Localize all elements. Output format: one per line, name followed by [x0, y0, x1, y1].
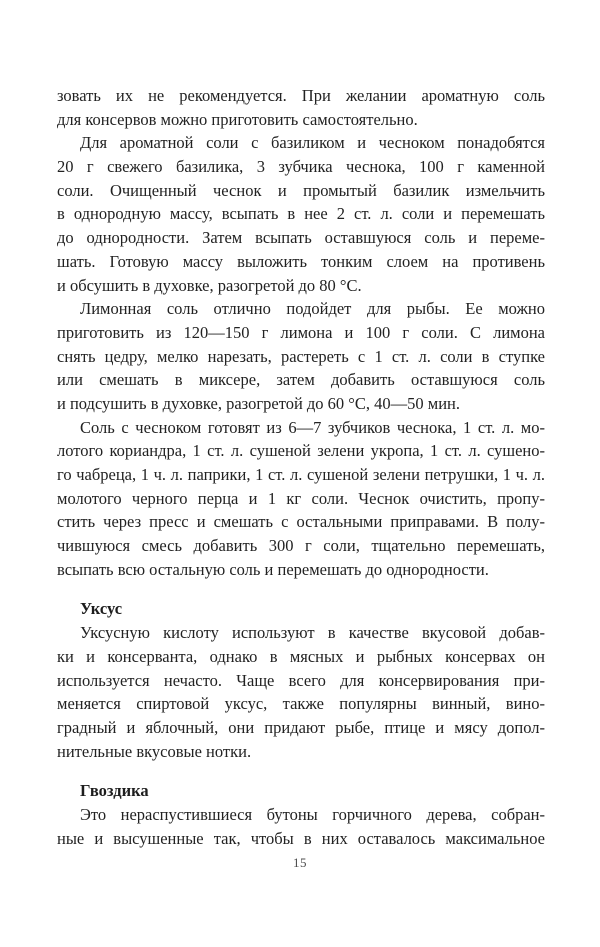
- text-line: зовать их не рекомендуется. При желании ароматную соль: [57, 86, 545, 105]
- text-line: градный и яблочный, они придают рыбе, птице и мясу допол-: [57, 717, 545, 737]
- text-line: используется нечасто. Чаще всего для консервирования при-: [57, 670, 545, 690]
- text-line: для консервов можно приготовить самостоятельно.: [57, 109, 418, 129]
- page-number: 15: [293, 855, 307, 870]
- text-line: приготовить из 120—150 г лимона и 100 г соли. С лимона: [57, 322, 545, 342]
- section-heading: Уксус: [80, 599, 123, 619]
- text-line: го чабреца, 1 ч. л. паприки, 1 ст. л. сушеной зелени петрушки, 1 ч. л.: [57, 465, 545, 484]
- text-line: или смешать в миксере, затем добавить оставшуюся соль: [57, 370, 545, 390]
- paragraph: [57, 131, 545, 297]
- text-line: 20 г свежего базилика, 3 зубчика чеснока, 100 г каменной: [57, 157, 545, 177]
- text-line: соли. Очищенный чеснок и промытый базилик измельчить: [57, 180, 545, 200]
- text-line: ные и высушенные так, чтобы в них оставалось максимальное: [57, 828, 545, 848]
- paragraph: [57, 84, 545, 131]
- text-line: молотого черного перца и 1 кг соли. Чеснок очистить, пропу-: [57, 488, 545, 508]
- text-line: и обсушить в духовке, разогретой до 80 °C.: [57, 275, 362, 295]
- text-line: Это нераспустившиеся бутоны горчичного дерева, собран-: [80, 804, 545, 824]
- text-line: шать. Готовую массу выложить тонким слоем на противень: [57, 251, 545, 271]
- text-line: Уксусную кислоту используют в качестве вкусовой добав-: [80, 623, 545, 643]
- page-content: [57, 84, 545, 850]
- text-line: чившуюся смесь добавить 300 г соли, тщательно перемешать,: [57, 536, 545, 556]
- text-line: лотого кориандра, 1 ст. л. сушеной зелени укропа, 1 ст. л. сушено-: [57, 441, 545, 461]
- text-line: всыпать всю остальную соль и перемешать до однородности.: [57, 559, 489, 579]
- text-line: ки и консерванта, однако в мясных и рыбных консервах он: [57, 646, 545, 666]
- paragraph: [57, 803, 545, 850]
- paragraph: [57, 416, 545, 582]
- text-line: в однородную массу, всыпать в нее 2 ст. л. соли и перемешать: [57, 204, 545, 224]
- text-line: стить через пресс и смешать с остальными приправами. В полу-: [57, 512, 545, 532]
- text-line: снять цедру, мелко нарезать, растереть с 1 ст. л. соли в ступке: [57, 346, 545, 366]
- text-line: меняется спиртовой уксус, также популярны винный, вино-: [57, 694, 545, 714]
- paragraph: [57, 621, 545, 763]
- paragraph: [57, 297, 545, 415]
- text-line: Лимонная соль отлично подойдет для рыбы. Ее можно: [80, 299, 545, 319]
- text-line: Для ароматной соли с базиликом и чесноком понадобятся: [80, 133, 545, 153]
- section-heading: Гвоздика: [80, 781, 149, 801]
- text-line: и подсушить в духовке, разогретой до 60 °C, 40—50 мин.: [57, 393, 460, 413]
- text-line: Соль с чесноком готовят из 6—7 зубчиков чеснока, 1 ст. л. мо-: [80, 417, 545, 437]
- text-line: нительные вкусовые нотки.: [57, 741, 252, 761]
- text-line: до однородности. Затем всыпать оставшуюся соль и переме-: [57, 228, 545, 248]
